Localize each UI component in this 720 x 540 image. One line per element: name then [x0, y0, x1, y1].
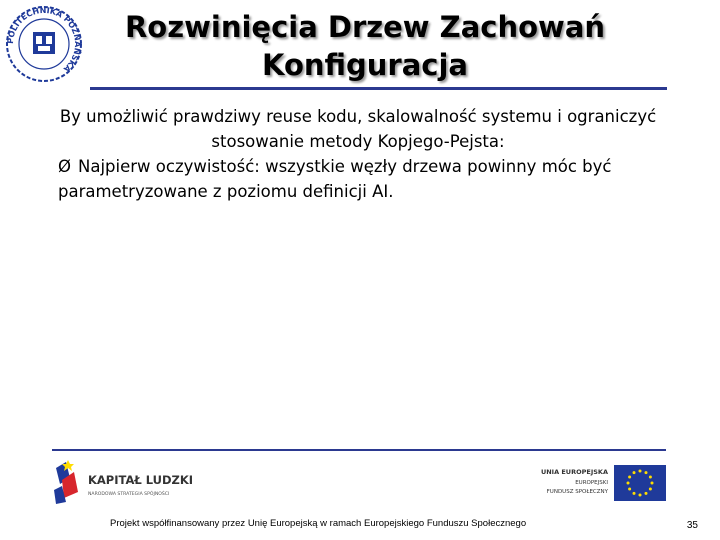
eu-star [627, 482, 630, 485]
eu-star [649, 476, 652, 479]
arrow-bullet-icon: Ø [58, 157, 71, 176]
eu-star [651, 482, 654, 485]
eu-line-1: UNIA EUROPEJSKA [540, 468, 608, 476]
eu-line-2: EUROPEJSKI [575, 480, 608, 486]
eu-logo [530, 462, 670, 504]
footer-divider [52, 449, 666, 451]
slide-title-line-1: Rozwinięcia Drzew Zachowań [124, 10, 606, 44]
eu-star [639, 494, 642, 497]
kapital-ludzki-logo [52, 458, 202, 508]
kapital-subtitle: NARODOWA STRATEGIA SPÓJNOŚCI [88, 492, 170, 497]
bullet-item [58, 154, 658, 204]
eu-star [628, 488, 631, 491]
eu-star [628, 476, 631, 479]
slide-body [58, 104, 658, 204]
university-logo [4, 4, 84, 84]
eu-star [633, 492, 636, 495]
eu-star [633, 471, 636, 474]
eu-star [649, 488, 652, 491]
title-divider [90, 87, 667, 90]
university-seal-text: POLITECHNIKA POZNAŃSKA [5, 5, 83, 74]
eu-star [639, 470, 642, 473]
kapital-title: KAPITAŁ LUDZKI [88, 473, 194, 487]
page-number: 35 [686, 520, 698, 531]
slide-title-line-2: Konfiguracja [261, 48, 468, 82]
eu-line-3: FUNDUSZ SPOŁECZNY [546, 489, 608, 495]
eu-star [645, 471, 648, 474]
footer-text: Projekt współfinansowany przez Unię Europejską w ramach Europejskiego Funduszu Społecznego [110, 518, 527, 529]
bullet-text: Najpierw oczywistość: wszystkie węzły drzewa powinny móc być parametryzowane z poziomu definicji AI. [58, 157, 612, 201]
intro-paragraph: By umożliwić prawdziwy reuse kodu, skalowalność systemu i ograniczyć stosowanie metody Kopjego-Pejsta: [59, 107, 657, 151]
eu-star [645, 492, 648, 495]
slide-title [95, 8, 635, 84]
